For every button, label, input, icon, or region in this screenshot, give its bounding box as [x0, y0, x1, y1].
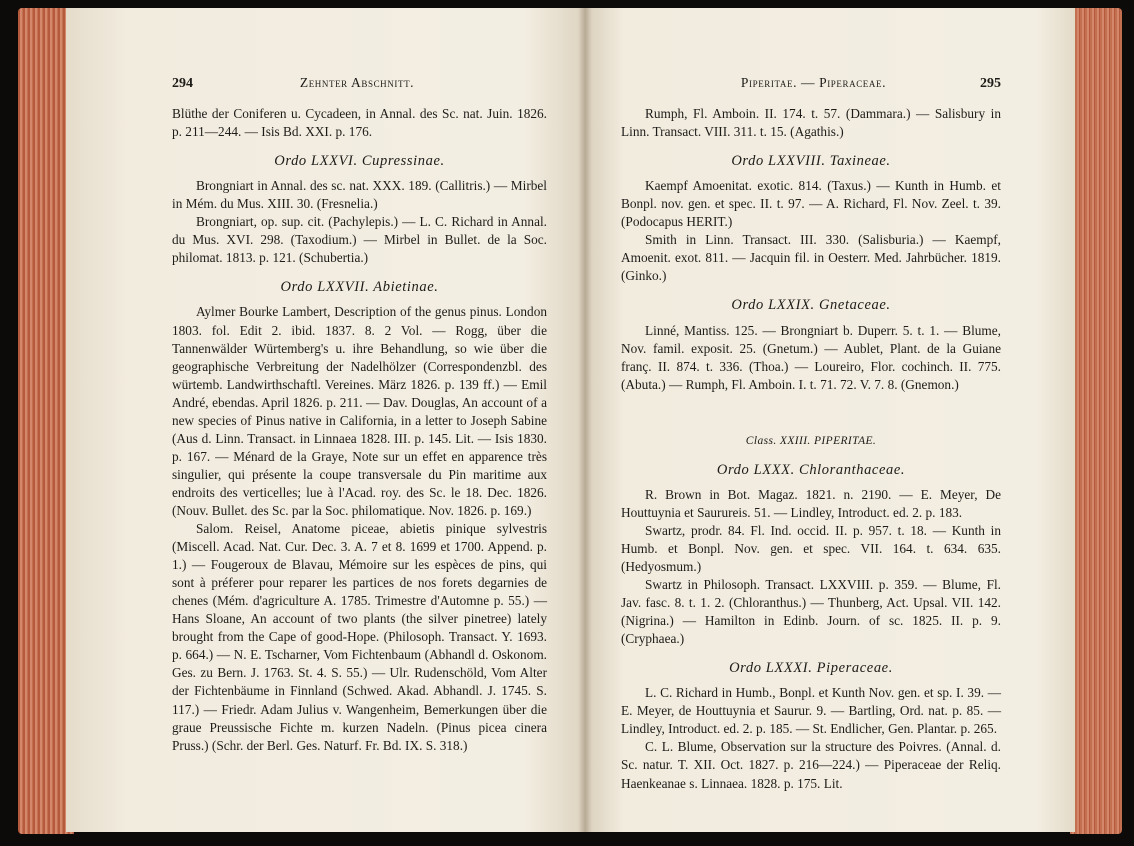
paragraph: Brongniart in Annal. des sc. nat. XXX. 189. (Callitris.) — Mirbel in Mém. du Mus. XIII. 30. (Fresnelia.): [172, 178, 547, 212]
right-page-header: [621, 74, 1001, 93]
paragraph: Aylmer Bourke Lambert, Description of the genus pinus. London 1803. fol. Edit 2. ibid. 1837. 8. 2 Vol. — Rogg, über die Tannenwälder Würtemberg's u. ihre Behandlung, so wie über die geographische Verbreitung der Nadelhölzer (Correspondenzbl. des würtemb. Landwirthschaftl. Vereines. März 1826. p. 139 ff.) — Emil André, ebendas. April 1826. p. 211. — Dav. Douglas, An account of a new species of Pinus native in California, in a letter to Joseph Sabine (Aus d. Linn. Transact. in Linnaea 1828. III. p. 145. Lit. — Isis 1830. p. 167. — Ménard de la Graye, Note sur un effet en apparence très singulier, qui présente la coupe transversale du Pin maritime aux endroits des verticelles; lue à l'Acad. roy. des Sc. le 18. Dec. 1826. (Nouv. Bullet. des Sc. par la Soc. philomatique. Nov. 1826. p. 169.): [172, 304, 547, 518]
right-page: [585, 8, 1075, 832]
ordo-heading: Ordo LXXVI. Cupressinae.: [274, 153, 445, 170]
paragraph: Blüthe der Coniferen u. Cycadeen, in Annal. des Sc. nat. Juin. 1826. p. 211—244. — Isis Bd. XXI. p. 176.: [172, 106, 547, 140]
paragraph: C. L. Blume, Observation sur la structure des Poivres. (Annal. d. Sc. natur. T. XII. Oct. 1827. p. 216—224.) — Piperaceae der Reliq. Haenkeanae s. Linnaea. 1828. p. 175. Lit.: [621, 739, 1001, 791]
book-page-edges-right: [1070, 8, 1122, 834]
paragraph: Swartz in Philosoph. Transact. LXXVIII. p. 359. — Blume, Fl. Jav. fasc. 8. t. 1. 2. (Chloranthus.) — Thunberg, Act. Upsal. VII. 142. (Nigrina.) — Hamilton in Edinb. Journ. of sc. 1825. II. p. 9. (Cryphaea.): [621, 577, 1001, 647]
paragraph: Linné, Mantiss. 125. — Brongniart b. Duperr. 5. t. 1. — Blume, Nov. famil. exposit. 25. (Gnetum.) — Aublet, Plant. de la Guiane franç. II. 874. t. 336. (Thoa.) — Loureiro, Flor. cochinch. II. 775. (Abuta.) — Rumph, Fl. Amboin. I. t. 71. 72. V. 7. 8. (Gnemon.): [621, 322, 1001, 392]
book-gutter: [578, 8, 592, 832]
ordo-heading: Ordo LXXVII. Abietinae.: [280, 279, 439, 296]
paragraph: Salom. Reisel, Anatome piceae, abietis pinique sylvestris (Miscell. Acad. Nat. Cur. Dec. 3. A. 7 et 8. 1699 et 1700. Append. p. 1.) — Fougeroux de Blavau, Mémoire sur les espèces de pins, qui sont à préferer pour reparer les partices de nos forets degarnies de chenes (Mém. d'agriculture A. 1785. Trimestre d'Automne p. 55.) — Hans Sloane, An account of two plants (the silver pinetree) lately brought from the Cape of good-Hope. (Philosoph. Transact. Y. 1693. p. 664.) — N. E. Tscharner, Vom Fichtenbaum (Abhandl d. Oskonom. Ges. zu Bern. J. 1763. St. 4. S. 55.) — Ulr. Rudenschöld, Vom Alter der Fichtenbäume in Finnland (Schwed. Akad. Abhandl. J. 1745. S. 117.) — Friedr. Adam Julius v. Wangenheim, Bemerkungen über die graue Preussische Fichte m. kurzen Nadeln. (Pinus picea cinera Pruss.) (Schr. der Berl. Ges. Naturf. Fr. Bd. IX. S. 318.): [172, 521, 547, 753]
paragraph: Swartz, prodr. 84. Fl. Ind. occid. II. p. 957. t. 18. — Kunth in Humb. et Bonpl. Nov. gen. et spec. VII. 164. t. 634. 635. (Hedyosmum.): [621, 522, 1001, 574]
paragraph: Smith in Linn. Transact. III. 330. (Salisburia.) — Kaempf, Amoenit. exot. 811. — Jacquin fil. in Oesterr. Med. Jahrbücher. 1819. (Ginko.): [621, 232, 1001, 284]
left-page-column: [172, 74, 547, 755]
running-head-left: Zehnter Abschnitt.: [299, 75, 415, 90]
running-head-right: Piperitae. — Piperaceae.: [740, 75, 887, 90]
ordo-heading: Ordo LXXXI. Piperaceae.: [729, 660, 893, 677]
ordo-heading: Ordo LXXIX. Gnetaceae.: [731, 297, 891, 314]
ordo-heading: Ordo LXXVIII. Taxineae.: [731, 153, 891, 170]
paragraph: R. Brown in Bot. Magaz. 1821. n. 2190. — E. Meyer, De Houttuynia et Saurureis. 51. — Lindley, Introduct. ed. 2. p. 183.: [621, 486, 1001, 520]
left-page-text: [172, 105, 547, 755]
ordo-heading: Ordo LXXX. Chloranthaceae.: [716, 461, 906, 478]
page-number-left: 294: [172, 76, 193, 91]
left-page-header: [172, 74, 547, 93]
right-page-column: [621, 74, 1001, 793]
left-page: [66, 8, 586, 832]
paragraph: L. C. Richard in Humb., Bonpl. et Kunth Nov. gen. et sp. I. 39. — E. Meyer, de Houttuynia et Saurur. 9. — Bartling, Ord. nat. p. 85. — Lindley, Introduct. ed. 2. p. 185. — St. Endlicher, Gen. Plantar. p. 265.: [621, 685, 1001, 737]
paragraph: Rumph, Fl. Amboin. II. 174. t. 57. (Dammara.) — Salisbury in Linn. Transact. VIII. 311. t. 15. (Agathis.): [621, 106, 1001, 140]
paragraph: Brongniart, op. sup. cit. (Pachylepis.) — L. C. Richard in Annal. du Mus. XVI. 298. (Taxodium.) — Mirbel in Bullet. de la Soc. philomat. 1813. p. 121. (Schubertia.): [172, 214, 547, 266]
paragraph: Kaempf Amoenitat. exotic. 814. (Taxus.) — Kunth in Humb. et Bonpl. nov. gen. et spec. II. t. 97. — A. Richard, Fl. Nov. Zeel. t. 39. (Podocapus HERIT.): [621, 178, 1001, 230]
page-number-right: 295: [979, 76, 1001, 91]
class-heading: Class. XXIII. PIPERITAE.: [745, 434, 877, 447]
section-spacer: [621, 394, 1001, 412]
right-page-text: [621, 105, 1001, 793]
